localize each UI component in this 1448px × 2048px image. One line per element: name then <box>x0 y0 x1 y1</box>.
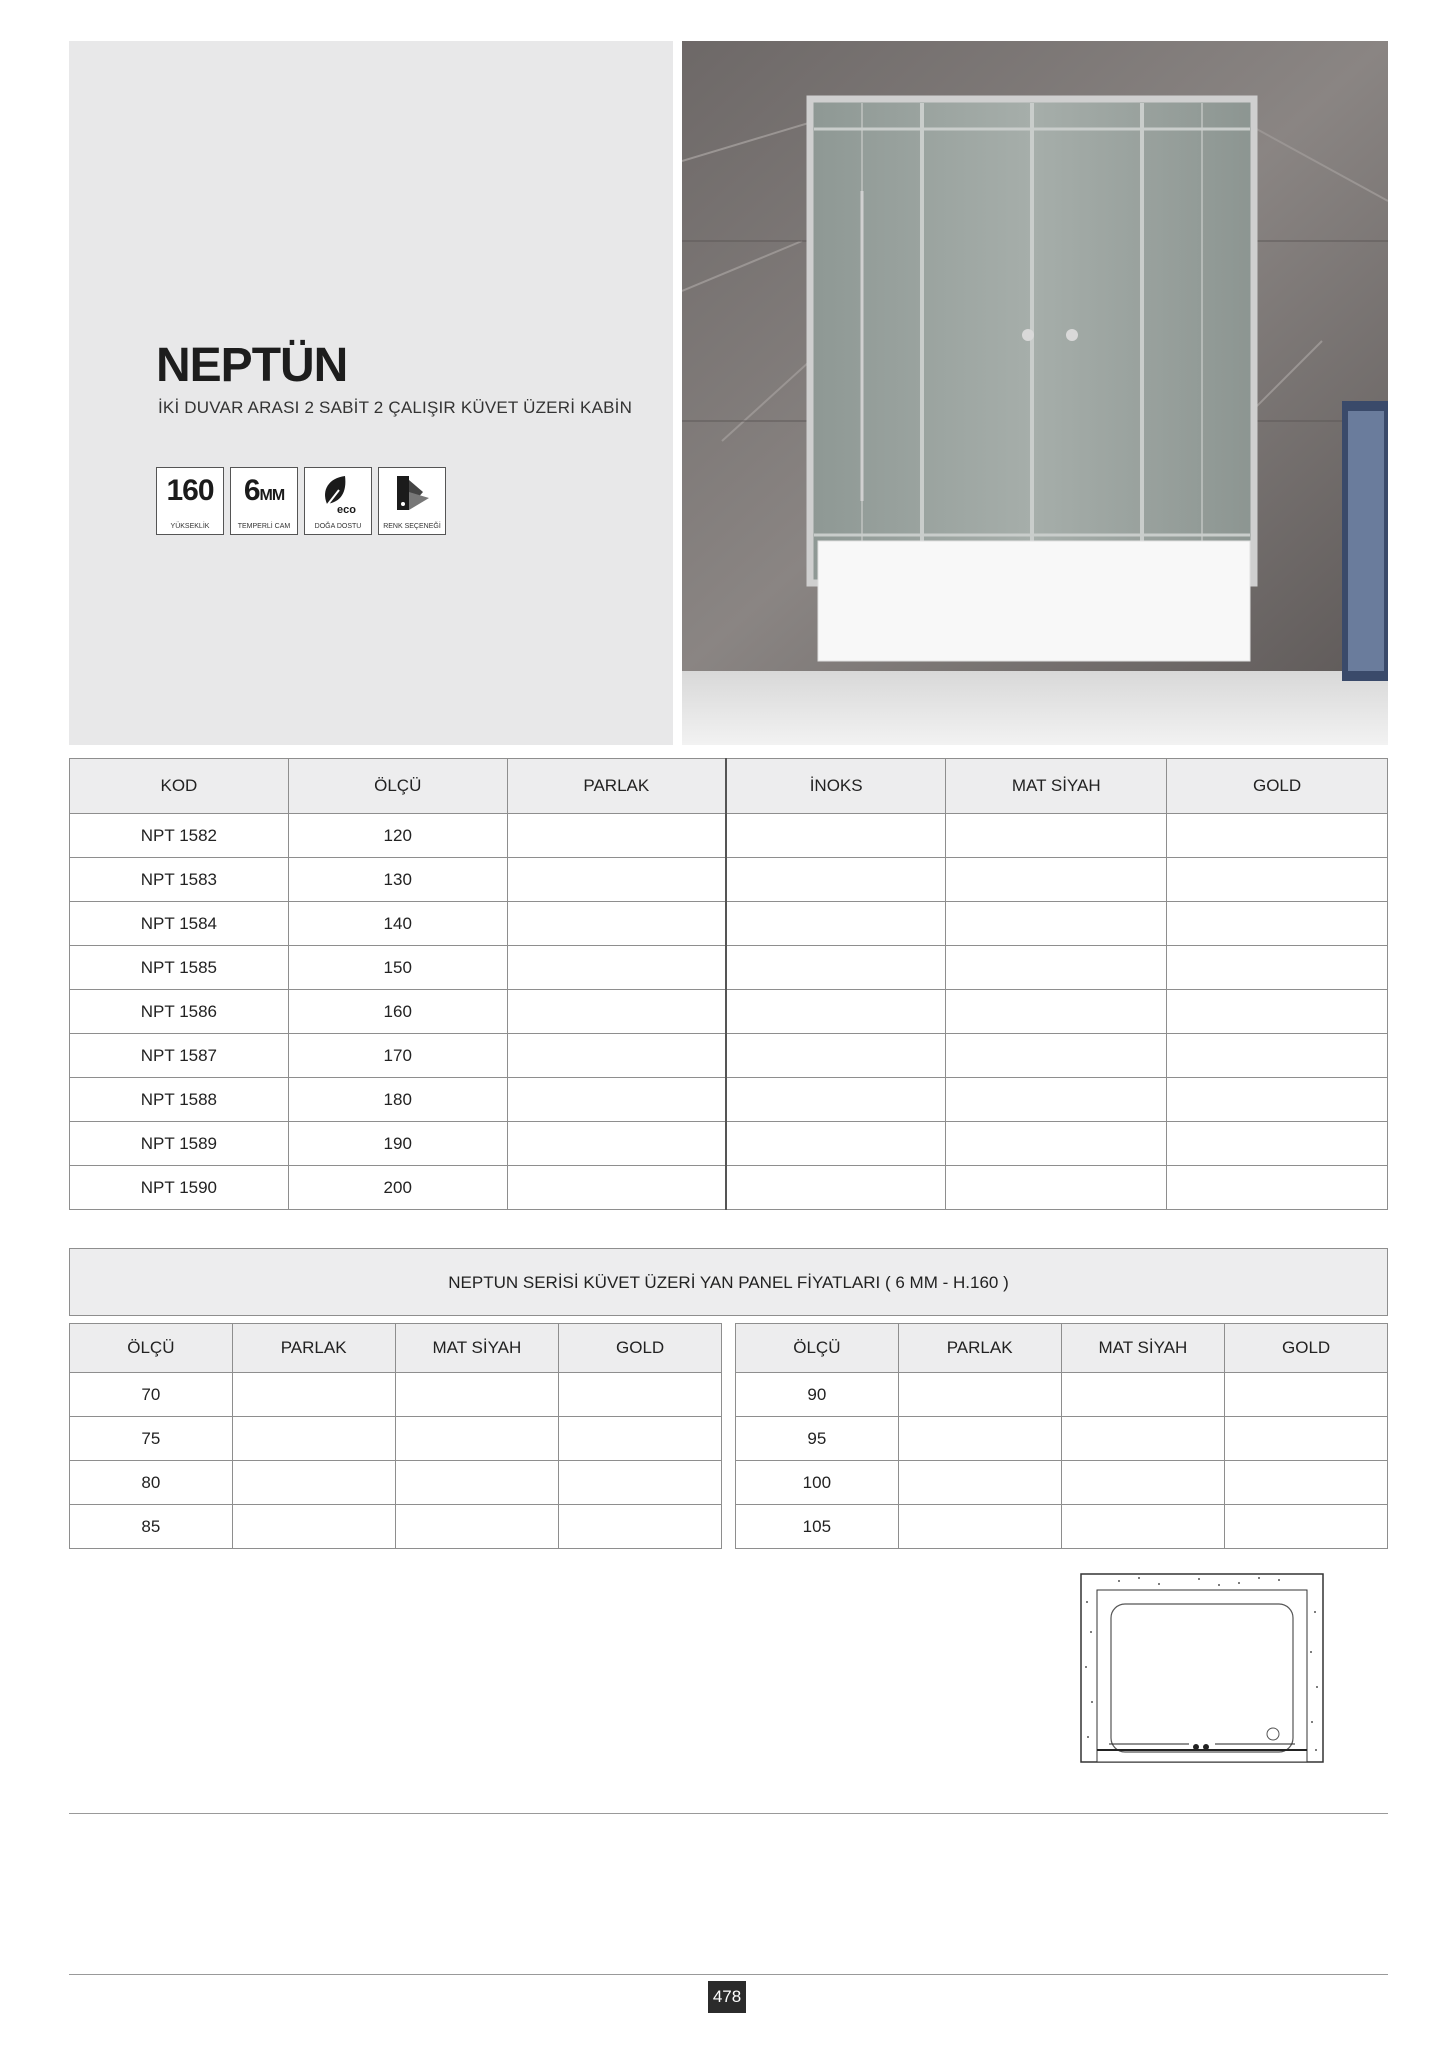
cell-inoks <box>726 990 946 1034</box>
cell-size: 180 <box>288 1078 507 1122</box>
cell-code: NPT 1585 <box>70 946 289 990</box>
cell-parlak <box>507 1078 726 1122</box>
cell-mat-siyah <box>395 1417 559 1461</box>
badge-eco <box>304 467 372 535</box>
shower-cabin-photo <box>682 41 1388 745</box>
page-number: 478 <box>708 1981 746 2013</box>
cell-gold <box>1167 990 1388 1034</box>
col-header-gold: GOLD <box>1225 1324 1388 1373</box>
cell-gold <box>1167 1034 1388 1078</box>
table-row <box>70 902 1388 946</box>
cell-parlak <box>507 1166 726 1210</box>
cell-mat-siyah <box>1061 1373 1225 1417</box>
cell-code: NPT 1586 <box>70 990 289 1034</box>
col-header-olcu: ÖLÇÜ <box>288 759 507 814</box>
badge-height <box>156 467 224 535</box>
cell-size: 75 <box>70 1417 233 1461</box>
table-row <box>70 1078 1388 1122</box>
cell-size: 150 <box>288 946 507 990</box>
product-title: NEPTÜN <box>156 339 348 392</box>
cell-mat-siyah <box>946 1034 1167 1078</box>
cell-size: 100 <box>736 1461 899 1505</box>
col-header-gold: GOLD <box>1167 759 1388 814</box>
cell-code: NPT 1587 <box>70 1034 289 1078</box>
cell-mat-siyah <box>1061 1461 1225 1505</box>
cell-inoks <box>726 1122 946 1166</box>
cell-gold <box>559 1505 722 1549</box>
cell-code: NPT 1582 <box>70 814 289 858</box>
cell-size: 95 <box>736 1417 899 1461</box>
badge-height-label: YÜKSEKLİK <box>170 523 210 530</box>
badge-eco-label: DOĞA DOSTU <box>314 523 362 530</box>
cell-parlak <box>232 1373 395 1417</box>
table-row <box>70 1461 722 1505</box>
cell-size: 105 <box>736 1505 899 1549</box>
cell-code: NPT 1583 <box>70 858 289 902</box>
footer-divider-line <box>69 1974 1388 1975</box>
col-header-mat-siyah: MAT SİYAH <box>395 1324 559 1373</box>
col-header-kod: KOD <box>70 759 289 814</box>
col-header-mat-siyah: MAT SİYAH <box>946 759 1167 814</box>
side-panel-table-left <box>69 1323 722 1549</box>
cell-parlak <box>232 1505 395 1549</box>
badge-glass <box>230 467 298 535</box>
table-row <box>70 1417 722 1461</box>
badge-height-value: 160 <box>166 474 214 507</box>
cell-gold <box>1167 1122 1388 1166</box>
cell-parlak <box>507 814 726 858</box>
table-header-row <box>70 759 1388 814</box>
cell-gold <box>1225 1461 1388 1505</box>
table-row <box>736 1461 1388 1505</box>
cell-gold <box>1225 1373 1388 1417</box>
cell-gold <box>1167 858 1388 902</box>
table-header-row <box>736 1324 1388 1373</box>
cell-gold <box>1167 1166 1388 1210</box>
table-row <box>70 858 1388 902</box>
cell-inoks <box>726 858 946 902</box>
divider-line <box>69 1813 1388 1814</box>
table-row <box>70 1122 1388 1166</box>
col-header-olcu: ÖLÇÜ <box>736 1324 899 1373</box>
cell-mat-siyah <box>946 1078 1167 1122</box>
cell-code: NPT 1589 <box>70 1122 289 1166</box>
table-header-row <box>70 1324 722 1373</box>
cell-mat-siyah <box>946 946 1167 990</box>
cell-size: 90 <box>736 1373 899 1417</box>
cell-gold <box>1225 1505 1388 1549</box>
cell-size: 190 <box>288 1122 507 1166</box>
cell-inoks <box>726 814 946 858</box>
cell-gold <box>559 1373 722 1417</box>
col-header-parlak: PARLAK <box>898 1324 1061 1373</box>
cell-code: NPT 1584 <box>70 902 289 946</box>
table-row <box>70 1034 1388 1078</box>
cell-mat-siyah <box>946 814 1167 858</box>
cell-mat-siyah <box>395 1505 559 1549</box>
table-row <box>70 1166 1388 1210</box>
cell-inoks <box>726 946 946 990</box>
cell-code: NPT 1588 <box>70 1078 289 1122</box>
col-header-olcu: ÖLÇÜ <box>70 1324 233 1373</box>
product-info-panel <box>69 41 673 745</box>
cell-gold <box>1167 814 1388 858</box>
table-row <box>70 946 1388 990</box>
col-header-inoks: İNOKS <box>726 759 946 814</box>
product-photo <box>682 41 1388 745</box>
feature-badges <box>156 467 446 535</box>
table-row <box>70 990 1388 1034</box>
badge-color <box>378 467 446 535</box>
cell-mat-siyah <box>946 902 1167 946</box>
side-panel-table-right <box>735 1323 1388 1549</box>
cell-parlak <box>507 1034 726 1078</box>
side-panel-title: NEPTUN SERİSİ KÜVET ÜZERİ YAN PANEL FİYATLARI ( 6 MM - H.160 ) <box>69 1248 1388 1316</box>
cell-parlak <box>507 902 726 946</box>
col-header-parlak: PARLAK <box>232 1324 395 1373</box>
cell-mat-siyah <box>946 1122 1167 1166</box>
cell-parlak <box>507 858 726 902</box>
table-row <box>736 1505 1388 1549</box>
cell-mat-siyah <box>1061 1417 1225 1461</box>
cell-inoks <box>726 1078 946 1122</box>
color-palette-icon <box>393 472 435 516</box>
badge-glass-label: TEMPERLİ CAM <box>237 523 291 530</box>
cell-gold <box>1167 946 1388 990</box>
cell-parlak <box>507 1122 726 1166</box>
col-header-mat-siyah: MAT SİYAH <box>1061 1324 1225 1373</box>
cell-inoks <box>726 1166 946 1210</box>
col-header-parlak: PARLAK <box>507 759 726 814</box>
cell-size: 170 <box>288 1034 507 1078</box>
cell-mat-siyah <box>946 1166 1167 1210</box>
cell-code: NPT 1590 <box>70 1166 289 1210</box>
cell-size: 160 <box>288 990 507 1034</box>
cell-size: 85 <box>70 1505 233 1549</box>
cell-mat-siyah <box>946 858 1167 902</box>
badge-glass-value: 6MM <box>243 474 285 507</box>
cell-gold <box>559 1417 722 1461</box>
cell-parlak <box>232 1417 395 1461</box>
cell-size: 140 <box>288 902 507 946</box>
svg-text:eco: eco <box>337 504 356 516</box>
cell-mat-siyah <box>395 1373 559 1417</box>
cell-parlak <box>898 1505 1061 1549</box>
table-row <box>70 1505 722 1549</box>
cell-parlak <box>898 1461 1061 1505</box>
cell-mat-siyah <box>395 1461 559 1505</box>
cell-gold <box>1167 902 1388 946</box>
cell-gold <box>559 1461 722 1505</box>
cell-mat-siyah <box>1061 1505 1225 1549</box>
cell-size: 80 <box>70 1461 233 1505</box>
cell-size: 70 <box>70 1373 233 1417</box>
eco-leaf-icon <box>319 472 359 516</box>
cell-parlak <box>232 1461 395 1505</box>
cell-parlak <box>898 1417 1061 1461</box>
badge-color-label: RENK SEÇENEĞİ <box>383 523 441 530</box>
cell-inoks <box>726 902 946 946</box>
cell-size: 120 <box>288 814 507 858</box>
table-row <box>70 814 1388 858</box>
table-row <box>70 1373 722 1417</box>
col-header-gold: GOLD <box>559 1324 722 1373</box>
cell-size: 200 <box>288 1166 507 1210</box>
table-row <box>736 1417 1388 1461</box>
cell-parlak <box>507 990 726 1034</box>
product-subtitle: İKİ DUVAR ARASI 2 SABİT 2 ÇALIŞIR KÜVET ÜZERİ KABİN <box>158 398 633 417</box>
product-price-table <box>69 758 1388 1210</box>
cell-parlak <box>507 946 726 990</box>
installation-plan-diagram <box>1079 1572 1325 1766</box>
cell-inoks <box>726 1034 946 1078</box>
cell-parlak <box>898 1373 1061 1417</box>
cell-gold <box>1167 1078 1388 1122</box>
cell-size: 130 <box>288 858 507 902</box>
cell-gold <box>1225 1417 1388 1461</box>
cell-mat-siyah <box>946 990 1167 1034</box>
table-row <box>736 1373 1388 1417</box>
